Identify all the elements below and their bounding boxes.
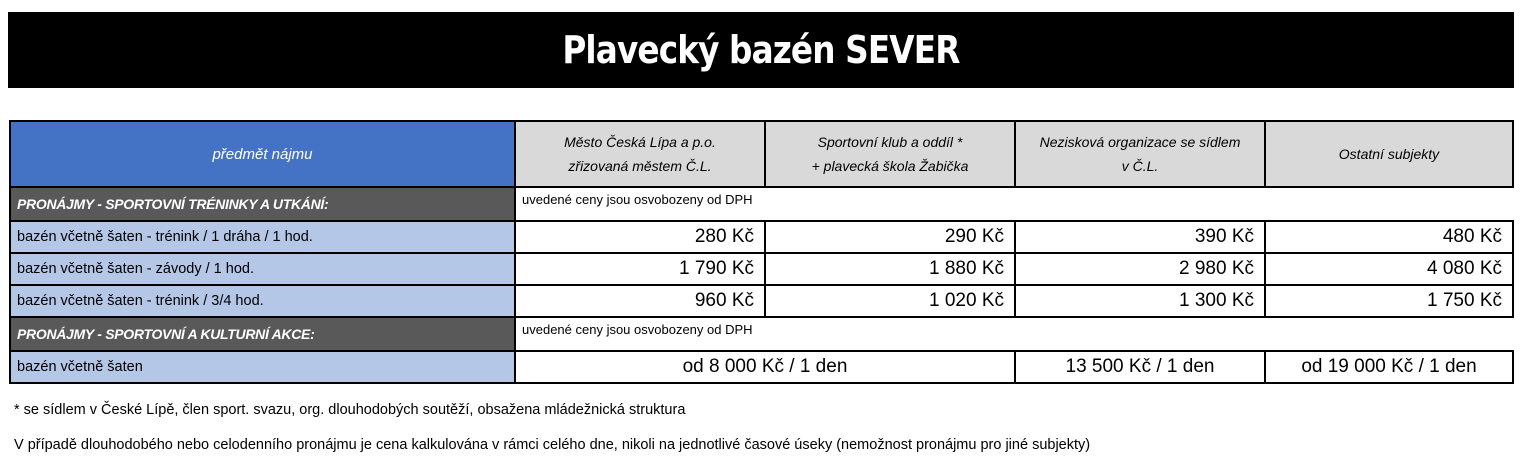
page-title: Plavecký bazén SEVER [562, 28, 960, 72]
footnote-long-term-rental: V případě dlouhodobého nebo celodenního pronájmu je cena kalkulována v rámci celého dne, nikoli na jednotlivé časové úseky (nemožnost pronájmu pro jiné subjekty) [14, 437, 1091, 453]
section-label-events: PRONÁJMY - SPORTOVNÍ A KULTURNÍ AKCE: [10, 317, 515, 351]
header-subject: předmět nájmu [10, 121, 515, 187]
row-label: bazén včetně šaten [10, 351, 515, 383]
table-row [10, 253, 1513, 285]
price-cell: 13 500 Kč / 1 den [1015, 351, 1265, 383]
price-cell: 1 750 Kč [1265, 285, 1513, 317]
header-row [10, 121, 1513, 187]
section-note-events: uvedené ceny jsou osvobozeny od DPH [515, 317, 1513, 351]
table-row [10, 285, 1513, 317]
price-cell: 4 080 Kč [1265, 253, 1513, 285]
header-nonprofit-line1: Nezisková organizace se sídlem [1039, 134, 1241, 150]
price-cell: 1 020 Kč [765, 285, 1015, 317]
price-cell: od 19 000 Kč / 1 den [1265, 351, 1513, 383]
section-row [10, 317, 1513, 351]
price-cell-merged: od 8 000 Kč / 1 den [515, 351, 1015, 383]
header-others: Ostatní subjekty [1265, 121, 1513, 187]
header-sport-club [765, 121, 1015, 187]
header-sport-club-line1: Sportovní klub a oddíl * [817, 134, 963, 150]
title-banner [8, 12, 1514, 88]
table-row [10, 351, 1513, 383]
price-cell: 960 Kč [515, 285, 765, 317]
price-cell: 280 Kč [515, 221, 765, 253]
header-sport-club-line2: + plavecká škola Žabička [811, 158, 969, 174]
header-nonprofit [1015, 121, 1265, 187]
section-row [10, 187, 1513, 221]
section-label-trainings: PRONÁJMY - SPORTOVNÍ TRÉNINKY A UTKÁNÍ: [10, 187, 515, 221]
price-cell: 1 880 Kč [765, 253, 1015, 285]
header-city [515, 121, 765, 187]
price-cell: 1 300 Kč [1015, 285, 1265, 317]
header-city-line1: Město Česká Lípa a p.o. [564, 134, 716, 150]
section-note-trainings: uvedené ceny jsou osvobozeny od DPH [515, 187, 1513, 221]
header-nonprofit-line2: v Č.L. [1121, 158, 1159, 174]
price-cell: 2 980 Kč [1015, 253, 1265, 285]
price-cell: 290 Kč [765, 221, 1015, 253]
price-table [9, 120, 1514, 384]
price-cell: 390 Kč [1015, 221, 1265, 253]
table-row [10, 221, 1513, 253]
row-label: bazén včetně šaten - trénink / 1 dráha / 1 hod. [10, 221, 515, 253]
price-cell: 1 790 Kč [515, 253, 765, 285]
price-cell: 480 Kč [1265, 221, 1513, 253]
row-label: bazén včetně šaten - závody / 1 hod. [10, 253, 515, 285]
row-label: bazén včetně šaten - trénink / 3/4 hod. [10, 285, 515, 317]
header-city-line2: zřizovaná městem Č.L. [568, 158, 712, 174]
footnote-club-definition: * se sídlem v České Lípě, člen sport. svazu, org. dlouhodobých soutěží, obsažena mládežnická struktura [14, 402, 686, 418]
